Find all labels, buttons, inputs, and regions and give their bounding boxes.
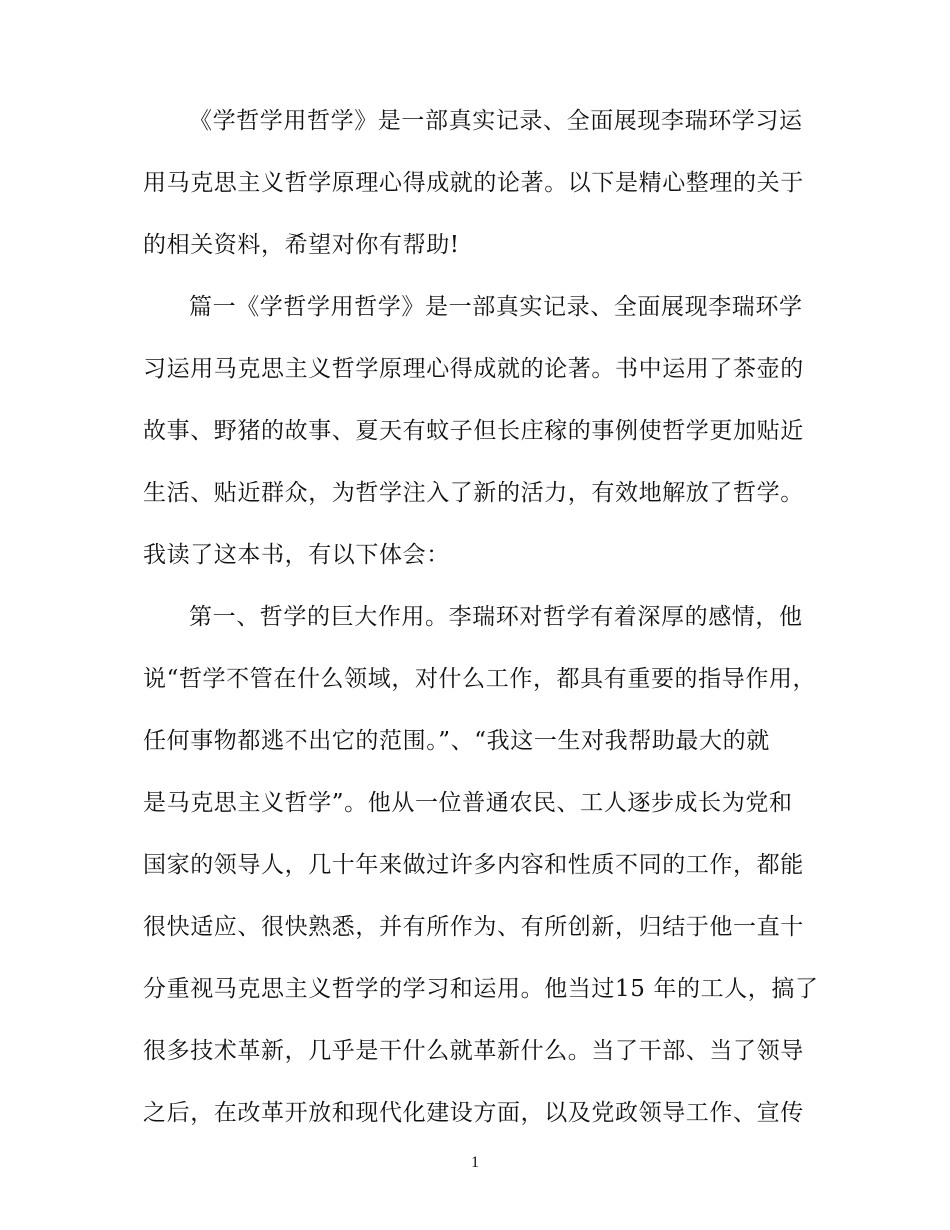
- text-line-11: 任何事物都逃不出它的范围。”、“我这一生对我帮助最大的就: [143, 728, 770, 754]
- text-line-5: 习运用马克思主义哲学原理心得成就的论著。书中运用了茶壶的: [143, 356, 804, 382]
- text-line-16: 很多技术革新，几乎是干什么就革新什么。当了干部、当了领导: [143, 1038, 804, 1064]
- text-line-4: 篇一《学哲学用哲学》是一部真实记录、全面展现李瑞环学: [189, 294, 803, 320]
- text-line-12: 是马克思主义哲学”。他从一位普通农民、工人逐步成长为党和: [143, 790, 793, 816]
- text-line-15: 分重视马克思主义哲学的学习和运用。他当过15 年的工人，搞了: [143, 976, 819, 1002]
- text-line-6: 故事、野猪的故事、夏天有蚊子但长庄稼的事例使哲学更加贴近: [143, 418, 804, 444]
- text-line-1: 《学哲学用哲学》是一部真实记录、全面展现李瑞环学习运: [189, 108, 803, 134]
- text-line-13: 国家的领导人，几十年来做过许多内容和性质不同的工作，都能: [143, 852, 804, 878]
- text-line-8: 我读了这本书，有以下体会：: [143, 542, 450, 568]
- text-line-17: 之后，在改革开放和现代化建设方面，以及党政领导工作、宣传: [143, 1100, 804, 1126]
- page-number: 1: [471, 1154, 479, 1171]
- text-line-10: 说“哲学不管在什么领域，对什么工作，都具有重要的指导作用，: [143, 666, 817, 692]
- text-line-2: 用马克思主义哲学原理心得成就的论著。以下是精心整理的关于: [143, 170, 804, 196]
- text-line-3: 的相关资料，希望对你有帮助!: [143, 232, 460, 258]
- text-line-14: 很快适应、很快熟悉，并有所作为、有所创新，归结于他一直十: [143, 914, 804, 940]
- text-line-9: 第一、哲学的巨大作用。李瑞环对哲学有着深厚的感情，他: [189, 604, 803, 630]
- text-line-7: 生活、贴近群众，为哲学注入了新的活力，有效地解放了哲学。: [143, 480, 804, 506]
